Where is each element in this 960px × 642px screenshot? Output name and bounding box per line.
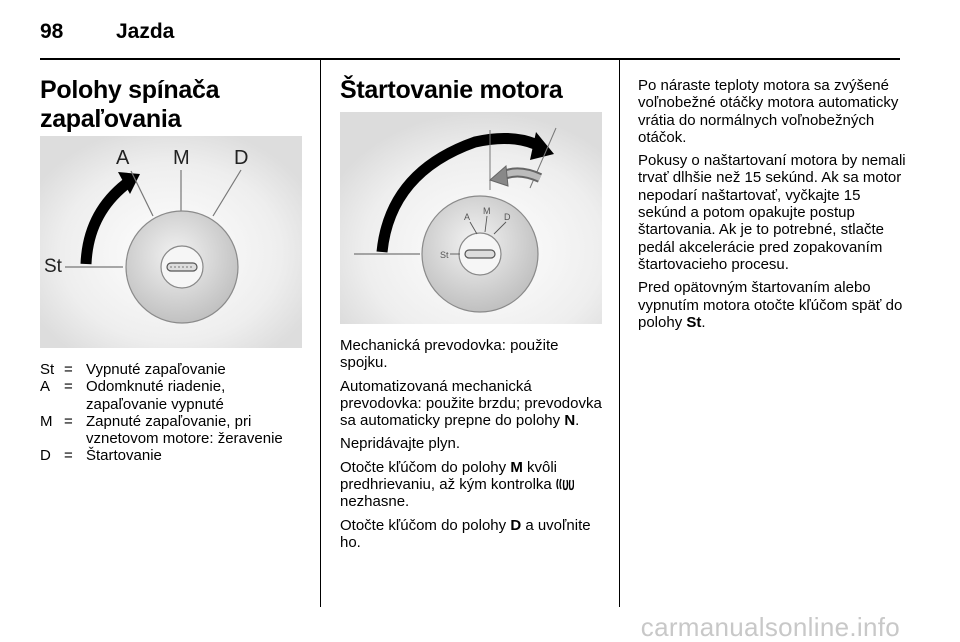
paragraph — [340, 337, 608, 372]
starting-text — [340, 337, 608, 557]
watermark: carmanualsonline.info — [640, 612, 900, 642]
page-header — [40, 20, 174, 44]
legend-key: M — [40, 412, 53, 430]
text: . — [575, 412, 580, 430]
column-ignition — [40, 60, 302, 134]
label-a-small: A — [464, 212, 471, 222]
starting-heading: Štartovanie motora — [340, 76, 563, 104]
text: Pokusy o naštartovaní motora by nemali trvať dlhšie než 15 sekúnd. Ak sa motor nepodarí naštartovať, vyčkajte 15 sekúnd a potom opakujte postup štartovania. Ak je to potrebné, stlačte pedál akcelerácie pred zopakovaním štartovacieho procesu. — [638, 152, 906, 273]
text: nezhasne. — [340, 493, 410, 511]
legend-desc: Zapnuté zapaľovanie, pri vznetovom motore: žeravenie — [86, 412, 283, 448]
legend-equals: = — [64, 447, 73, 465]
text: Otočte kľúčom do polohy — [340, 458, 507, 476]
legend-key: D — [40, 447, 51, 465]
text: Automatizovaná mechanická prevodovka: použite brzdu; prevodovka sa automaticky prepne do polohy — [340, 377, 602, 430]
text: Pred opätovným štartovaním alebo vypnutím motora otočte kľúčom späť do polohy — [638, 279, 903, 331]
legend-row — [40, 378, 310, 413]
legend-equals: = — [64, 412, 73, 430]
paragraph — [340, 517, 608, 552]
paragraph — [340, 435, 608, 452]
text: Po náraste teploty motora sa zvýšené voľnobežné otáčky motora automaticky vrátia do normálnych voľnobežných otáčok. — [638, 77, 899, 146]
ignition-switch-figure — [40, 136, 302, 348]
ignition-heading: Polohy spínača zapaľovania — [40, 76, 220, 133]
label-a: A — [116, 147, 130, 169]
column-divider — [619, 60, 620, 607]
legend-row — [40, 413, 310, 448]
legend-equals: = — [64, 361, 73, 378]
label-m-small: M — [483, 206, 491, 216]
text: Otočte kľúčom do polohy — [340, 516, 507, 534]
paragraph — [638, 152, 906, 273]
legend-row — [40, 447, 310, 464]
label-st-small: St — [440, 250, 449, 260]
legend-key: St — [40, 361, 55, 378]
paragraph — [340, 459, 608, 511]
ignition-legend — [40, 361, 310, 465]
section-title: Jazda — [116, 20, 175, 43]
paragraph — [638, 279, 906, 331]
text: kvôli predhrievaniu, až kým kontrolka — [340, 458, 557, 494]
legend-desc: Štartovanie — [86, 447, 162, 465]
label-d: D — [234, 147, 249, 169]
position-d: D — [510, 516, 522, 534]
text: Mechanická prevodovka: použite spojku. — [340, 337, 559, 372]
legend-equals: = — [64, 378, 73, 396]
legend-desc: Odomknuté riadenie, zapaľovanie vypnuté — [86, 378, 226, 413]
label-m: M — [173, 147, 190, 169]
paragraph — [340, 378, 608, 430]
text: a uvoľnite ho. — [340, 516, 591, 551]
position-st: St — [686, 313, 702, 331]
paragraph — [638, 77, 906, 146]
legend-row — [40, 361, 310, 378]
label-d-small: D — [504, 212, 511, 222]
legend-key: A — [40, 378, 51, 396]
engine-start-figure — [340, 112, 602, 324]
position-m: M — [510, 458, 523, 476]
text: Nepridávajte plyn. — [340, 435, 461, 453]
legend-desc: Vypnuté zapaľovanie — [86, 361, 226, 378]
continued-text — [638, 77, 906, 337]
column-divider — [320, 60, 321, 607]
page-number: 98 — [40, 20, 64, 43]
text: . — [701, 313, 706, 331]
label-st: St — [44, 256, 62, 277]
glow-plug-icon — [556, 477, 574, 491]
position-n: N — [564, 412, 576, 430]
